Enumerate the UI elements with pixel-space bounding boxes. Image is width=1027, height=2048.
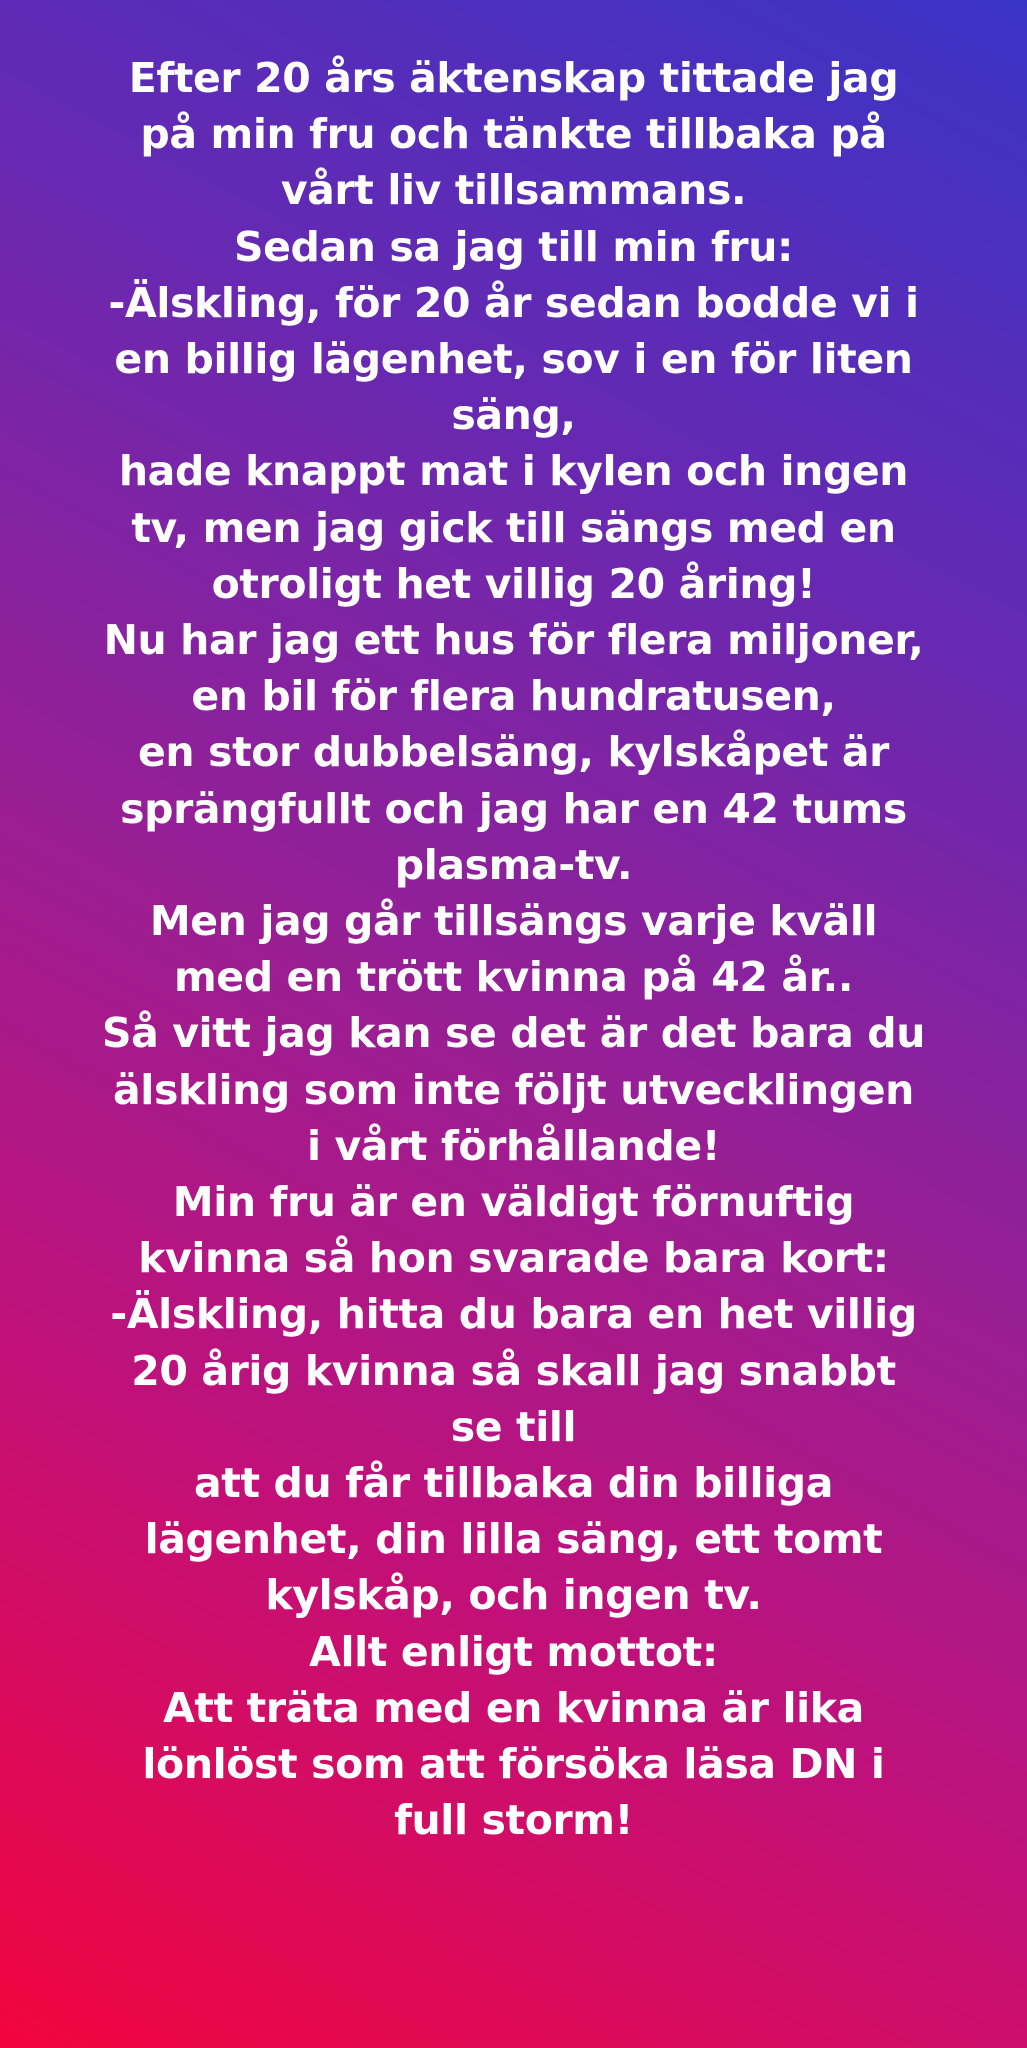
story-line: lönlöst som att försöka läsa DN i xyxy=(142,1740,885,1789)
story-line: lägenhet, din lilla säng, ett tomt xyxy=(144,1515,883,1564)
story-line: tv, men jag gick till sängs med en xyxy=(131,503,896,552)
story-line: Sedan sa jag till min fru: xyxy=(233,222,794,271)
story-line: säng, xyxy=(451,391,576,440)
story-line: att du får tillbaka din billiga xyxy=(194,1459,833,1508)
story-line: en bil för flera hundratusen, xyxy=(191,672,836,721)
story-text xyxy=(60,50,967,1849)
story-line: sprängfullt och jag har en 42 tums xyxy=(120,784,907,833)
story-line: i vårt förhållande! xyxy=(306,1121,721,1170)
story-line: kylskåp, och ingen tv. xyxy=(265,1571,762,1620)
story-line: kvinna så hon svarade bara kort: xyxy=(138,1234,889,1283)
story-line: -Älskling, hitta du bara en het villig xyxy=(110,1290,917,1339)
story-line: -Älskling, för 20 år sedan bodde vi i xyxy=(108,278,919,327)
story-line: med en trött kvinna på 42 år.. xyxy=(173,953,854,1002)
story-line: Men jag går tillsängs varje kväll xyxy=(149,897,878,946)
story-line: hade knappt mat i kylen och ingen xyxy=(118,447,909,496)
story-line: Efter 20 års äktenskap tittade jag xyxy=(128,54,899,102)
story-line: Att träta med en kvinna är lika xyxy=(163,1683,864,1732)
story-line: Min fru är en väldigt förnuftig xyxy=(172,1178,855,1227)
story-line: full storm! xyxy=(394,1796,633,1845)
story-line: en billig lägenhet, sov i en för liten xyxy=(114,335,913,384)
story-line: älskling som inte följt utvecklingen xyxy=(113,1065,914,1114)
story-line: på min fru och tänkte tillbaka på xyxy=(140,110,887,159)
story-line: Allt enligt mottot: xyxy=(309,1627,718,1676)
story-line: Nu har jag ett hus för flera miljoner, xyxy=(103,616,924,665)
story-line: se till xyxy=(450,1402,577,1451)
story-line: 20 årig kvinna så skall jag snabbt xyxy=(131,1346,896,1395)
story-line: otroligt het villig 20 åring! xyxy=(211,559,816,608)
story-line: en stor dubbelsäng, kylskåpet är xyxy=(138,728,889,777)
story-line: Så vitt jag kan se det är det bara du xyxy=(101,1009,926,1058)
story-line: vårt liv tillsammans. xyxy=(280,166,747,215)
story-line: plasma-tv. xyxy=(394,840,633,889)
